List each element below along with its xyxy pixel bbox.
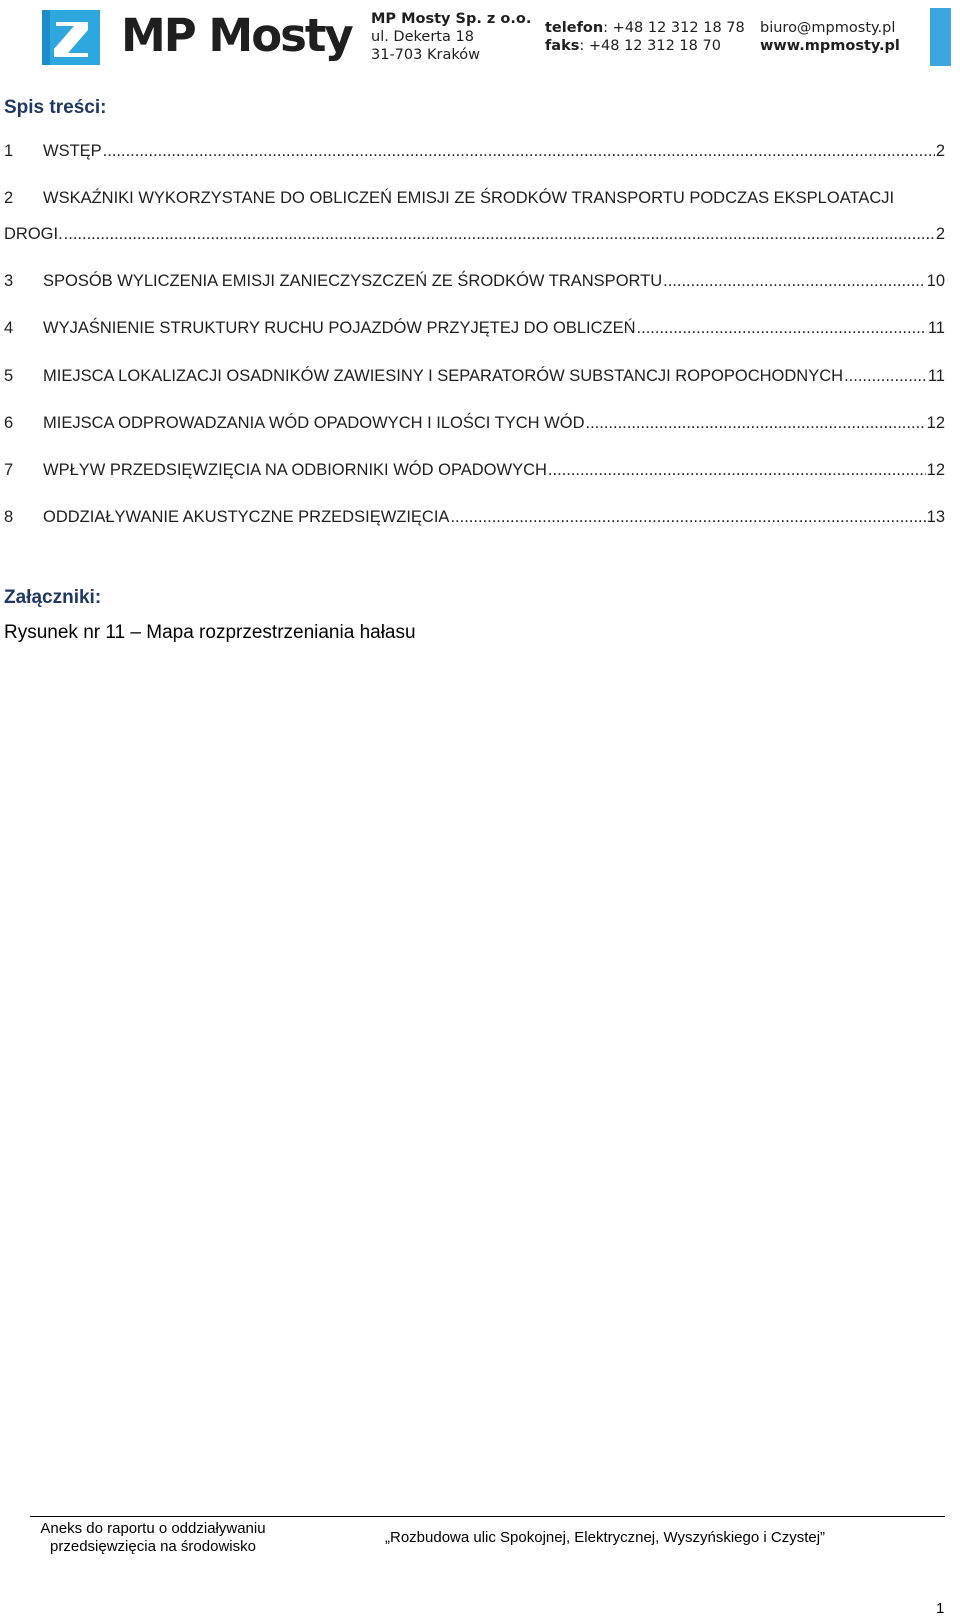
toc-entry-page: 12 bbox=[926, 414, 945, 432]
toc-entry-4[interactable] bbox=[4, 319, 945, 338]
attachments-heading: Załączniki: bbox=[4, 587, 102, 608]
toc-dot-leader bbox=[548, 461, 926, 480]
toc-entry-title-line1: WSKAŹNIKI WYKORZYSTANE DO OBLICZEŃ EMISJI ZE ŚRODKÓW TRANSPORTU PODCZAS EKSPLOATACJI bbox=[43, 189, 895, 207]
toc-entry-number: 1 bbox=[4, 142, 14, 160]
toc-entry-page: 2 bbox=[935, 225, 945, 243]
attachment-title: Mapa rozprzestrzeniania hałasu bbox=[140, 622, 416, 643]
toc-entry-number: 5 bbox=[4, 367, 14, 385]
footer-project-title: „Rozbudowa ulic Spokojnej, Elektrycznej, Wyszyńskiego i Czystej” bbox=[385, 1529, 826, 1546]
toc-dot-leader bbox=[103, 142, 935, 161]
toc-entry-2-line1[interactable] bbox=[4, 189, 894, 208]
logo-wordmark: MP Mosty bbox=[121, 9, 352, 62]
toc-entry-5[interactable] bbox=[4, 367, 945, 386]
contact-info bbox=[760, 19, 900, 55]
page-number: 1 bbox=[936, 1600, 945, 1617]
mp-mosty-logo-icon bbox=[42, 10, 100, 65]
toc-entry-title: ODDZIAŁYWANIE AKUSTYCZNE PRZEDSIĘWZIĘCIA bbox=[43, 508, 450, 526]
phone-info bbox=[545, 19, 745, 55]
website-address: www.mpmosty.pl bbox=[760, 38, 900, 54]
toc-entry-page: 13 bbox=[926, 508, 945, 526]
phone-label: telefon bbox=[545, 20, 604, 36]
toc-entry-number: 2 bbox=[4, 189, 14, 207]
toc-entry-page: 2 bbox=[935, 142, 945, 160]
toc-entry-title: MIEJSCA LOKALIZACJI OSADNIKÓW ZAWIESINY I SEPARATORÓW SUBSTANCJI ROPOPOCHODNYCH bbox=[43, 367, 844, 385]
toc-entry-number: 3 bbox=[4, 272, 14, 290]
toc-entry-8[interactable] bbox=[4, 508, 945, 527]
toc-entry-page: 11 bbox=[927, 319, 945, 337]
email-address: biuro@mpmosty.pl bbox=[760, 20, 896, 36]
attachment-dash: – bbox=[130, 622, 141, 643]
toc-entry-title: WYJAŚNIENIE STRUKTURY RUCHU POJAZDÓW PRZYJĘTEJ DO OBLICZEŃ bbox=[43, 319, 636, 337]
toc-entry-number: 8 bbox=[4, 508, 14, 526]
toc-entry-number: 4 bbox=[4, 319, 14, 337]
toc-dot-leader bbox=[637, 319, 927, 338]
toc-entry-title: MIEJSCA ODPROWADZANIA WÓD OPADOWYCH I ILOŚCI TYCH WÓD bbox=[43, 414, 585, 432]
footer-divider bbox=[30, 1516, 945, 1517]
company-info bbox=[371, 10, 531, 64]
fax-value: : +48 12 312 18 70 bbox=[579, 38, 721, 54]
toc-entry-title: SPOSÓB WYLICZENIA EMISJI ZANIECZYSZCZEŃ ZE ŚRODKÓW TRANSPORTU bbox=[43, 272, 663, 290]
toc-heading: Spis treści: bbox=[4, 97, 107, 118]
toc-dot-leader bbox=[586, 414, 926, 433]
company-address-city: 31-703 Kraków bbox=[371, 47, 480, 63]
toc-entry-6[interactable] bbox=[4, 414, 945, 433]
fax-line bbox=[545, 37, 745, 55]
toc-dot-leader bbox=[64, 225, 935, 244]
company-name: MP Mosty Sp. z o.o. bbox=[371, 11, 532, 27]
phone-line bbox=[545, 19, 745, 37]
toc-entry-3[interactable] bbox=[4, 272, 945, 291]
toc-entry-page: 12 bbox=[926, 461, 945, 479]
fax-label: faks bbox=[545, 38, 580, 54]
toc-dot-leader bbox=[663, 272, 926, 291]
footer-left-line1: Aneks do raportu o oddziaływaniu bbox=[40, 1520, 266, 1537]
toc-entry-title: WPŁYW PRZEDSIĘWZIĘCIA NA ODBIORNIKI WÓD OPADOWYCH bbox=[43, 461, 547, 479]
toc-entry-number: 7 bbox=[4, 461, 14, 479]
attachment-item bbox=[4, 622, 416, 644]
footer-report-title bbox=[34, 1520, 272, 1556]
toc-dot-leader bbox=[450, 508, 925, 527]
toc-entry-7[interactable] bbox=[4, 461, 945, 480]
toc-entry-number: 6 bbox=[4, 414, 14, 432]
phone-value: : +48 12 312 18 78 bbox=[603, 20, 745, 36]
company-address-street: ul. Dekerta 18 bbox=[371, 29, 474, 45]
footer-left-line2: przedsięwzięcia na środowisko bbox=[50, 1538, 256, 1555]
toc-entry-title: DROGI. bbox=[4, 225, 63, 243]
header-accent-bar bbox=[930, 8, 951, 66]
attachment-number: Rysunek nr 11 bbox=[4, 622, 131, 643]
toc-entry-page: 11 bbox=[927, 367, 945, 385]
toc-entry-1[interactable] bbox=[4, 142, 945, 161]
toc-dot-leader bbox=[844, 367, 927, 386]
toc-entry-2[interactable] bbox=[4, 225, 945, 244]
toc-entry-page: 10 bbox=[926, 272, 945, 290]
toc-entry-title: WSTĘP bbox=[43, 142, 102, 160]
